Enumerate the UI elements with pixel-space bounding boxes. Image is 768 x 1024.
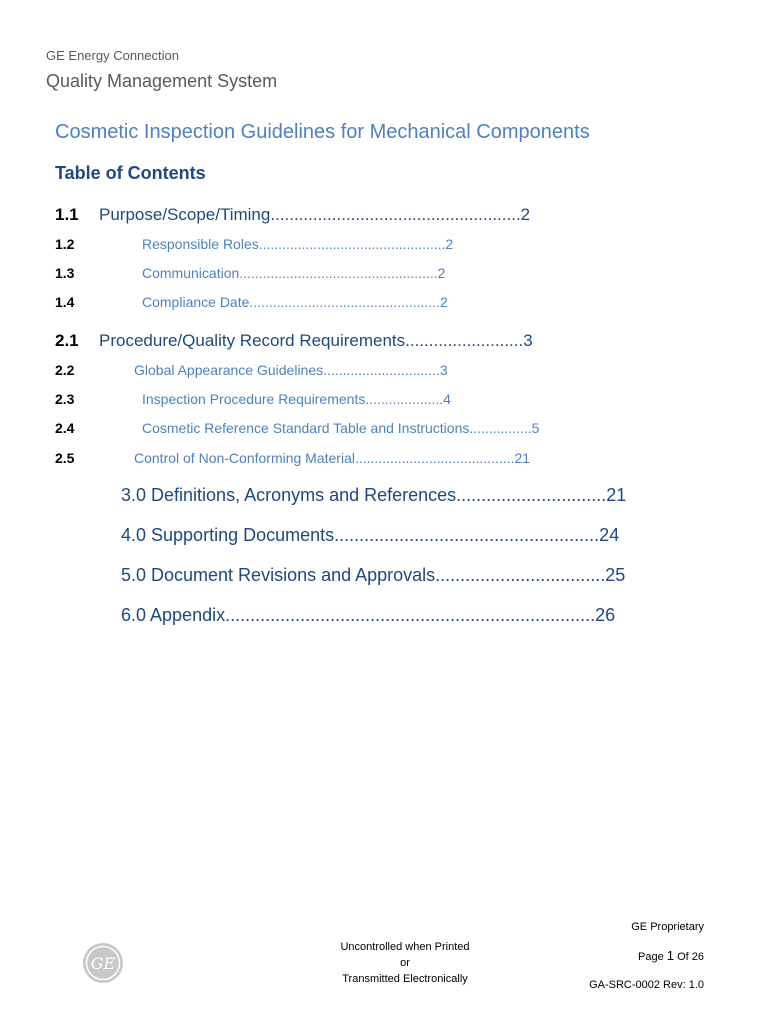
document-id: GA-SRC-0002 Rev: 1.0 <box>589 979 704 991</box>
toc-link[interactable]: Inspection Procedure Requirements....................4 <box>142 391 451 407</box>
toc-number: 1.1 <box>55 205 79 224</box>
toc-link[interactable]: Communication...................................................2 <box>142 265 446 281</box>
page-prefix: Page <box>638 951 664 963</box>
toc-link[interactable]: Cosmetic Reference Standard Table and Instructions................5 <box>142 420 540 436</box>
toc-number: 2.3 <box>55 391 75 407</box>
toc-number: 2.1 <box>55 331 79 350</box>
toc-number: 1.2 <box>55 236 75 252</box>
uncontrolled-line-2: or <box>400 957 410 969</box>
uncontrolled-line-3: Transmitted Electronically <box>342 973 468 985</box>
document-title: Cosmetic Inspection Guidelines for Mechanical Components <box>55 121 590 143</box>
organization-name: GE Energy Connection <box>46 48 179 63</box>
page-total: Of 26 <box>677 951 704 963</box>
toc-entry-6-0[interactable]: 6.0 Appendix..........................................................................26 <box>121 605 616 625</box>
svg-text:GE: GE <box>90 954 116 973</box>
toc-entry-3-0[interactable]: 3.0 Definitions, Acronyms and References..............................21 <box>121 485 627 505</box>
page-current: 1 <box>666 948 675 963</box>
toc-link[interactable]: Procedure/Quality Record Requirements.........................3 <box>99 331 533 350</box>
toc-entry-4-0[interactable]: 4.0 Supporting Documents.....................................................24 <box>121 525 620 545</box>
toc-number: 1.3 <box>55 265 75 281</box>
toc-link[interactable]: Global Appearance Guidelines..............................3 <box>134 362 448 378</box>
toc-link[interactable]: Control of Non-Conforming Material.........................................21 <box>134 450 531 466</box>
toc-number: 2.2 <box>55 362 75 378</box>
proprietary-label: GE Proprietary <box>631 921 704 933</box>
uncontrolled-line-1: Uncontrolled when Printed <box>340 941 470 953</box>
toc-number: 2.5 <box>55 450 75 466</box>
toc-entry-5-0[interactable]: 5.0 Document Revisions and Approvals..................................25 <box>121 565 626 585</box>
page-number <box>638 948 704 963</box>
toc-link[interactable]: Compliance Date.................................................2 <box>142 294 448 310</box>
toc-link[interactable]: Purpose/Scope/Timing.....................................................2 <box>99 205 531 224</box>
toc-number: 2.4 <box>55 420 75 436</box>
toc-heading: Table of Contents <box>55 163 206 183</box>
ge-logo-icon <box>82 942 124 984</box>
uncontrolled-notice <box>300 939 510 987</box>
system-name: Quality Management System <box>46 71 278 91</box>
toc-link[interactable]: Responsible Roles................................................2 <box>142 236 454 252</box>
toc-number: 1.4 <box>55 294 75 310</box>
